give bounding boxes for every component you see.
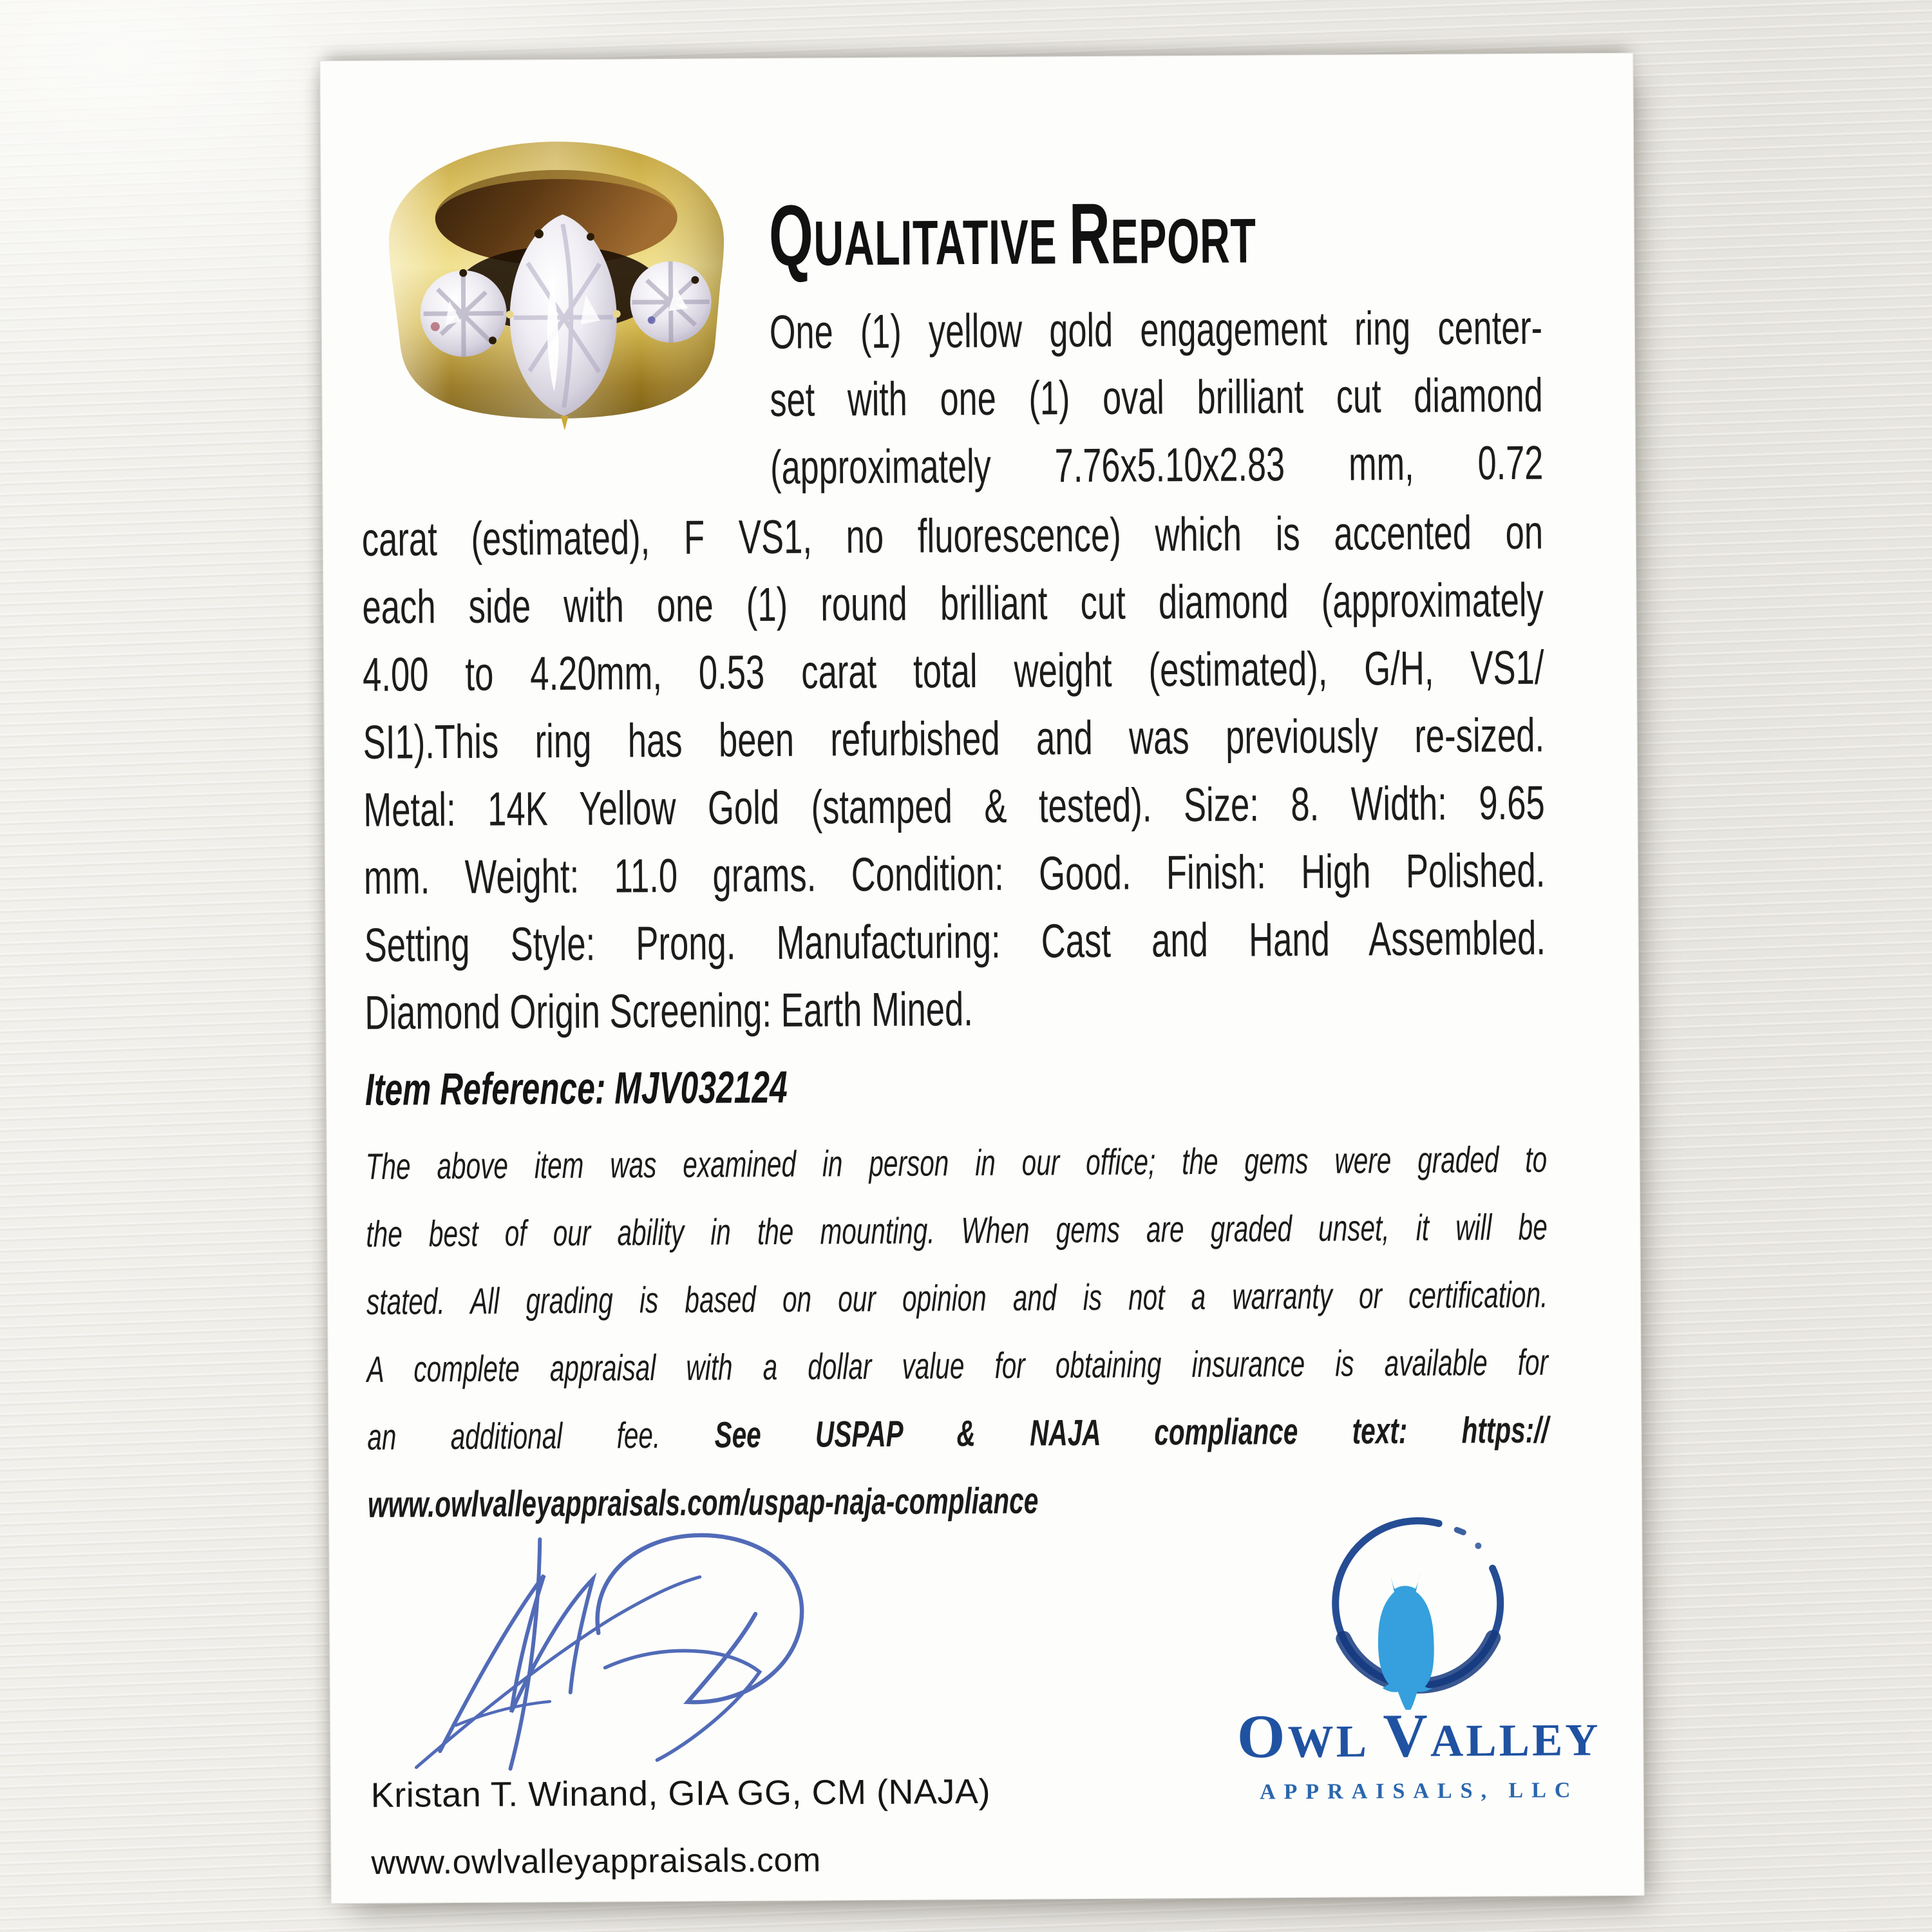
text-line: SI1).This ring has been refurbished and was previously re-sized. — [363, 708, 1545, 769]
disclaimer-block — [365, 1126, 1549, 1539]
text-line: carat (estimated), F VS1, no fluorescence) which is accented on — [361, 505, 1544, 566]
owl-icon — [1211, 1509, 1625, 1711]
description-block — [361, 498, 1546, 1046]
text-line: each side with one (1) round brilliant cut diamond (approximately — [362, 573, 1544, 634]
text-line: stated. All grading is based on our opinion and is not a warranty or certification. — [366, 1274, 1548, 1323]
text-line: 4.00 to 4.20mm, 0.53 carat total weight (estimated), G/H, VS1/ — [362, 640, 1544, 701]
text-line: Metal: 14K Yellow Gold (stamped & tested). Size: 8. Width: 9.65 — [363, 775, 1545, 837]
report-title-initial: Q — [768, 187, 814, 284]
ring-photo — [372, 126, 741, 434]
text-line: www.owlvalleyappraisals.com/uspap-naja-compliance — [367, 1480, 1039, 1526]
logo-subtitle: APPRAISALS, LLC — [1259, 1778, 1579, 1804]
company-logo — [1211, 1509, 1626, 1898]
text-line: (approximately 7.76x5.10x2.83 mm, 0.72 — [770, 435, 1544, 494]
text-line: Diamond Origin Screening: Earth Mined. — [365, 982, 974, 1039]
signature — [377, 1497, 882, 1777]
logo-wordmark: OWL VALLEY — [1236, 1700, 1601, 1771]
text-line: set with one (1) oval brilliant cut diamond — [770, 368, 1543, 426]
report-title-initial: R — [1068, 185, 1111, 283]
appraiser-name: Kristan T. Winand, GIA GG, CM (NAJA) — [370, 1772, 991, 1815]
appraisal-card — [319, 53, 1644, 1904]
text-line: the best of our ability in the mounting. When gems are graded unset, it will be — [366, 1206, 1548, 1255]
text-line: The above item was examined in person in our office; the gems were graded to — [365, 1139, 1548, 1188]
item-reference: Item Reference: MJV032124 — [365, 1061, 788, 1115]
report-title: QUALITATIVE REPORT — [768, 185, 1256, 284]
text-line: an additional fee. See USPAP & NAJA compliance text: https:// — [367, 1409, 1549, 1458]
text-line: One (1) yellow gold engagement ring center- — [769, 300, 1543, 359]
appraiser-website: www.owlvalleyappraisals.com — [371, 1841, 821, 1882]
description-wrapped-block — [770, 294, 1544, 501]
text-line: Setting Style: Prong. Manufacturing: Cast and Hand Assembled. — [364, 911, 1546, 972]
text-line: A complete appraisal with a dollar value for obtaining insurance is available for — [366, 1341, 1549, 1390]
text-line: mm. Weight: 11.0 grams. Condition: Good. Finish: High Polished. — [363, 843, 1546, 904]
